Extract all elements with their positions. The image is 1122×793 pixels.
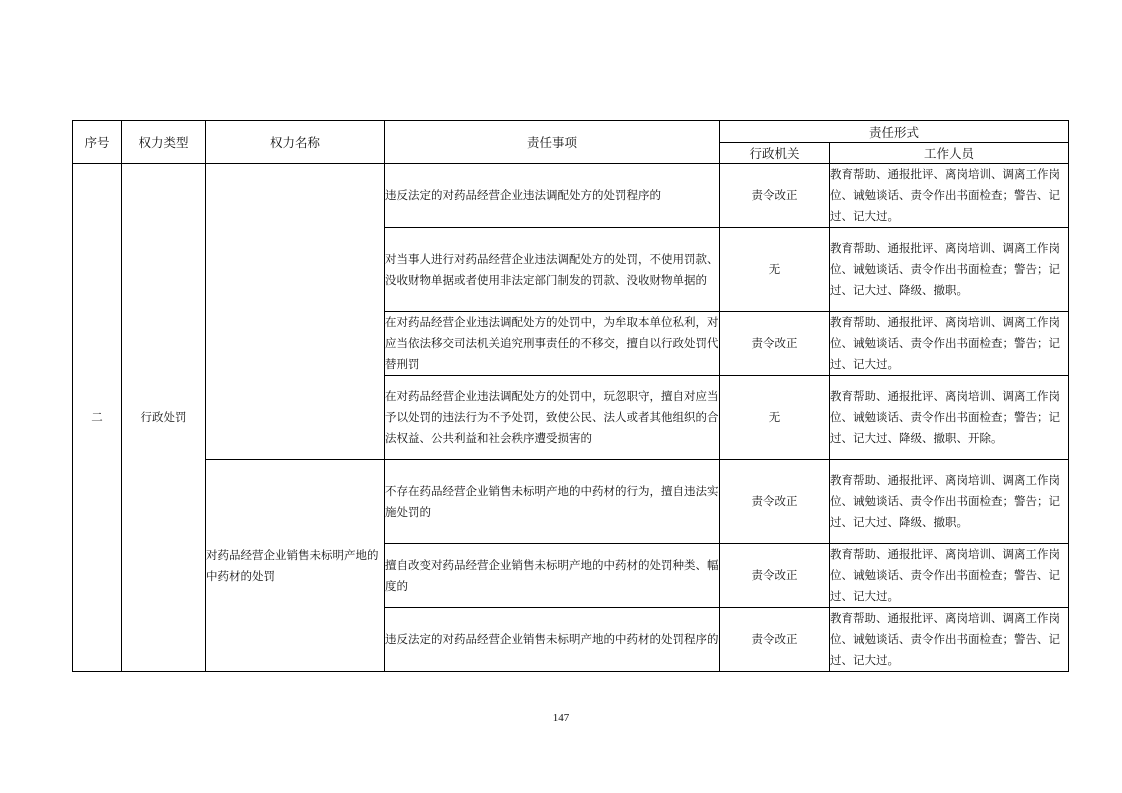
row-matter: 在对药品经营企业违法调配处方的处罚中，为牟取本单位私利，对应当依法移交司法机关追究刑事责任的不移交，擅自以行政处罚代替刑罚 — [385, 312, 720, 376]
row-matter: 不存在药品经营企业销售未标明产地的中药材的行为，擅自违法实施处罚的 — [385, 460, 720, 544]
group-seq: 二 — [73, 164, 122, 672]
row-matter: 违反法定的对药品经营企业销售未标明产地的中药材的处罚程序的 — [385, 608, 720, 672]
table-row — [73, 164, 1069, 228]
row-agency: 无 — [720, 376, 830, 460]
row-agency: 责令改正 — [720, 164, 830, 228]
group-power-name-1 — [206, 164, 385, 460]
row-staff: 教育帮助、通报批评、离岗培训、调离工作岗位、诫勉谈话、责令作出书面检查；警告、记过、记大过。 — [830, 544, 1069, 608]
row-agency: 责令改正 — [720, 544, 830, 608]
row-matter: 对当事人进行对药品经营企业违法调配处方的处罚，不使用罚款、没收财物单据或者使用非法定部门制发的罚款、没收财物单据的 — [385, 228, 720, 312]
header-seq: 序号 — [73, 121, 122, 164]
row-staff: 教育帮助、通报批评、离岗培训、调离工作岗位、诫勉谈话、责令作出书面检查；警告、记过、记大过。 — [830, 608, 1069, 672]
row-matter: 在对药品经营企业违法调配处方的处罚中，玩忽职守，擅自对应当予以处罚的违法行为不予处罚，致使公民、法人或者其他组织的合法权益、公共利益和社会秩序遭受损害的 — [385, 376, 720, 460]
row-staff: 教育帮助、通报批评、离岗培训、调离工作岗位、诫勉谈话、责令作出书面检查；警告；记过、记大过、降级、撤职。 — [830, 460, 1069, 544]
row-agency: 责令改正 — [720, 608, 830, 672]
row-agency: 无 — [720, 228, 830, 312]
row-staff: 教育帮助、通报批评、离岗培训、调离工作岗位、诫勉谈话、责令作出书面检查；警告；记过、记大过、降级、撤职、开除。 — [830, 376, 1069, 460]
row-staff: 教育帮助、通报批评、离岗培训、调离工作岗位、诫勉谈话、责令作出书面检查；警告；记过、记大过、降级、撤职。 — [830, 228, 1069, 312]
header-responsibility-matter: 责任事项 — [385, 121, 720, 164]
group-power-name-2: 对药品经营企业销售未标明产地的中药材的处罚 — [206, 460, 385, 672]
row-staff: 教育帮助、通报批评、离岗培训、调离工作岗位、诫勉谈话、责令作出书面检查；警告；记过、记大过。 — [830, 312, 1069, 376]
row-agency: 责令改正 — [720, 460, 830, 544]
table-row — [73, 460, 1069, 544]
header-power-name: 权力名称 — [206, 121, 385, 164]
header-row — [73, 121, 1069, 143]
header-responsibility-forms: 责任形式 — [720, 121, 1069, 143]
row-staff: 教育帮助、通报批评、离岗培训、调离工作岗位、诫勉谈话、责令作出书面检查；警告、记过、记大过。 — [830, 164, 1069, 228]
page-number: 147 — [552, 712, 570, 724]
group-power-type: 行政处罚 — [122, 164, 206, 672]
row-matter: 违反法定的对药品经营企业违法调配处方的处罚程序的 — [385, 164, 720, 228]
header-staff: 工作人员 — [830, 143, 1069, 164]
header-power-type: 权力类型 — [122, 121, 206, 164]
row-matter: 擅自改变对药品经营企业销售未标明产地的中药材的处罚种类、幅度的 — [385, 544, 720, 608]
header-agency: 行政机关 — [720, 143, 830, 164]
row-agency: 责令改正 — [720, 312, 830, 376]
responsibility-table — [72, 120, 1069, 672]
